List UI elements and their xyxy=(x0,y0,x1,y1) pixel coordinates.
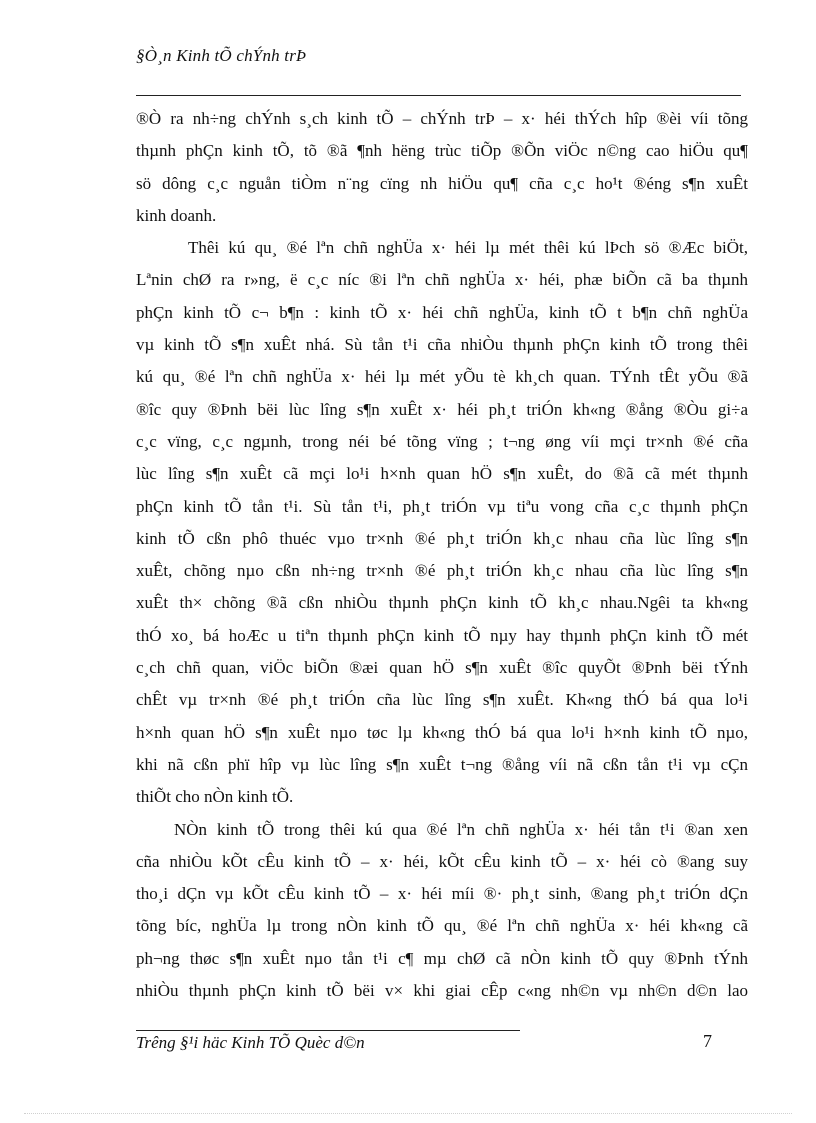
text-line: Thêi kú qu¸ ®é lªn chñ nghÜa x· héi lµ mét thêi kú lÞch sö ®Æc biÖt, xyxy=(188,238,748,258)
text-line: xuÊt th× chõng ®ã cßn nhiÒu thµnh phÇn kinh tÕ kh¸c nhau.Ngêi ta kh«ng xyxy=(136,593,748,613)
text-line: chÊt vµ tr×nh ®é ph¸t triÓn cña lùc lîng s¶n xuÊt. Kh«ng thÓ bá qua lo¹i xyxy=(136,690,748,710)
text-line: ®Ò ra nh÷ng chÝnh s¸ch kinh tÕ – chÝnh trÞ – x· héi thÝch hîp ®èi víi tõng xyxy=(136,109,748,128)
page-number: 7 xyxy=(703,1031,712,1051)
text-line: thiÕt cho nÒn kinh tÕ. xyxy=(136,787,294,807)
footer-text: Trêng §¹i häc Kinh TÕ Quèc d©n xyxy=(136,1033,365,1052)
header-rule xyxy=(136,95,741,96)
text-line: tho¸i dÇn vµ kÕt cÊu kinh tÕ – x· héi míi ®· ph¸t sinh, ®ang ph¸t triÓn dÇn xyxy=(136,884,748,904)
text-line: sö dông c¸c nguån tiÒm n¨ng cïng nh hiÖu qu¶ cña c¸c ho¹t ®éng s¶n xuÊt xyxy=(136,173,748,193)
text-line: phÇn kinh tÕ tån t¹i. Sù tån t¹i, ph¸t triÓn vµ tiªu vong cña c¸c thµnh phÇn xyxy=(136,496,748,516)
text-line: lùc lîng s¶n xuÊt cã mçi lo¹i h×nh quan hÖ s¶n xuÊt, do ®ã cã mét thµnh xyxy=(136,464,748,484)
text-line: NÒn kinh tÕ trong thêi kú qua ®é lªn chñ nghÜa x· héi tån t¹i ®an xen xyxy=(174,819,748,839)
page-edge-divider xyxy=(24,1113,792,1114)
text-line: cña nhiÒu kÕt cÊu kinh tÕ – x· héi, kÕt cÊu kinh tÕ – x· héi cò ®ang suy xyxy=(136,851,748,871)
header-title: §Ò¸n Kinh tÕ chÝnh trÞ xyxy=(136,46,307,65)
document-body xyxy=(136,103,748,1007)
text-line: h×nh quan hÖ s¶n xuÊt nµo tøc lµ kh«ng thÓ bá qua lo¹i h×nh kinh tÕ nµo, xyxy=(136,722,748,742)
text-line: ph¬ng thøc s¶n xuÊt nµo tån t¹i c¶ mµ chØ cã nÒn kinh tÕ quy ®Þnh tÝnh xyxy=(136,948,748,968)
text-line: xuÊt, chõng nµo cßn nh÷ng tr×nh ®é ph¸t triÓn kh¸c nhau cña lùc lîng s¶n xyxy=(136,561,748,581)
text-line: kinh tÕ cßn phô thuéc vµo tr×nh ®é ph¸t triÓn kh¸c nhau cña lùc lîng s¶n xyxy=(136,528,748,548)
text-line: khi nã cßn phï hîp vµ lùc lîng s¶n xuÊt t¬ng ®ång víi nã cßn tån t¹i vµ cÇn xyxy=(136,754,748,774)
text-line: c¸c vïng, c¸c ngµnh, trong néi bé tõng vïng ; t¬ng øng víi mçi tr×nh ®é cña xyxy=(136,431,748,451)
text-line: Lªnin chØ ra r»ng, ë c¸c níc ®i lªn chñ nghÜa x· héi, phæ biÕn cã ba thµnh xyxy=(136,270,748,290)
footer-rule xyxy=(136,1030,520,1031)
text-line: tõng bíc, nghÜa lµ trong nÒn kinh tÕ qu¸ ®é lªn chñ nghÜa x· héi kh«ng cã xyxy=(136,916,748,936)
text-line: thµnh phÇn kinh tÕ, tõ ®ã ¶nh hëng trùc tiÕp ®Õn viÖc n©ng cao hiÖu qu¶ xyxy=(136,141,748,161)
text-line: thÓ xo¸ bá hoÆc u tiªn thµnh phÇn kinh tÕ nµy hay thµnh phÇn kinh tÕ mét xyxy=(136,625,748,645)
text-line: vµ kinh tÕ s¶n xuÊt nhá. Sù tån t¹i cña nhiÒu thµnh phÇn kinh tÕ trong thêi xyxy=(136,335,748,355)
text-line: kinh doanh. xyxy=(136,205,217,225)
text-line: phÇn kinh tÕ c¬ b¶n : kinh tÕ x· héi chñ nghÜa, kinh tÕ t b¶n chñ nghÜa xyxy=(136,302,748,322)
text-line: c¸ch chñ quan, viÖc biÕn ®æi quan hÖ s¶n xuÊt ®îc quyÕt ®Þnh bëi tÝnh xyxy=(136,658,748,678)
text-line: nhiÒu thµnh phÇn kinh tÕ bëi v× khi giai cÊp c«ng nh©n vµ nh©n d©n lao xyxy=(136,981,748,1001)
text-line: ®îc quy ®Þnh bëi lùc lîng s¶n xuÊt x· héi ph¸t triÓn kh«ng ®ång ®Òu gi÷a xyxy=(136,399,748,419)
text-line: kú qu¸ ®é lªn chñ nghÜa x· héi lµ mét yÕu tè kh¸ch quan. TÝnh tÊt yÕu ®ã xyxy=(136,367,748,387)
